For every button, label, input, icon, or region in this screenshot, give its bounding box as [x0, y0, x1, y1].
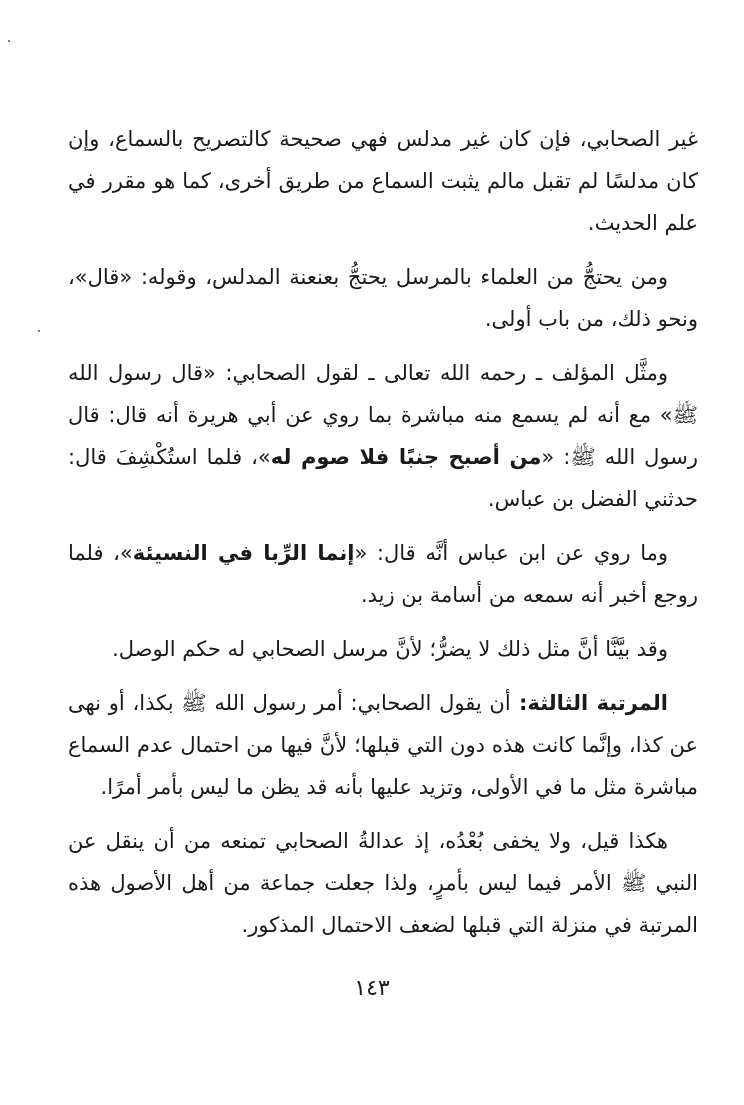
paragraph-text: ومثَّل المؤلف ـ رحمه الله تعالى ـ لقول الصحابي: «قال رسول الله ﷺ» مع أنه لم يسمع منه مباشرة بما روي عن أبي هريرة أنه قال: قال رسول الله ﷺ: « [68, 361, 698, 469]
paragraph [68, 118, 698, 244]
paragraph [68, 628, 698, 670]
paragraph [68, 682, 698, 808]
paragraph-text: ومن يحتجُّ من العلماء بالمرسل يحتجُّ بعنعنة المدلس، وقوله: «قال»، ونحو ذلك، من باب أولى. [68, 265, 698, 331]
paragraph-text: وما روي عن ابن عباس أنَّه قال: « [354, 541, 668, 565]
paragraph [68, 532, 698, 616]
paragraph-text: أن يقول الصحابي: أمر رسول الله ﷺ بكذا، أو نهى عن كذا، وإنَّما كانت هذه دون التي قبلها؛ لأنَّ فيها من احتمال عدم السماع مباشرة مثل ما في الأولى، وتزيد عليها بأنه قد يظن ما ليس بأمر أمرًا. [68, 691, 698, 799]
paragraph [68, 352, 698, 520]
hadith-quote: من أصبح جنبًا فلا صوم له [270, 445, 542, 469]
paragraph-text: هكذا قيل، ولا يخفى بُعْدُه، إذ عدالةُ الصحابي تمنعه من أن ينقل عن النبي ﷺ الأمر فيما ليس بأمرٍ، ولذا جعلت جماعة من أهل الأصول هذه المرتبة في منزلة التي قبلها لضعف الاحتمال المذكور. [68, 829, 698, 937]
hadith-quote: إنما الرِّبا في النسيئة [132, 541, 355, 565]
margin-speck [38, 330, 40, 332]
body-text [68, 118, 698, 946]
paragraph-text: »، فلما روجع أخبر أنه سمعه من أسامة بن زيد. [68, 541, 698, 607]
paragraph [68, 256, 698, 340]
paragraph-text: »، فلما استُكْشِفَ قال: حدثني الفضل بن عباس. [68, 445, 698, 511]
margin-speck [8, 40, 10, 42]
paragraph [68, 820, 698, 946]
page-number: ١٤٣ [354, 976, 390, 1001]
paragraph-text: غير الصحابي، فإن كان غير مدلس فهي صحيحة كالتصريح بالسماع، وإن كان مدلسًا لم تقبل مالم يثبت السماع من طريق أخرى، كما هو مقرر في علم الحديث. [68, 127, 698, 235]
section-heading: المرتبة الثالثة: [510, 691, 668, 715]
paragraph-text: وقد بيَّنَّا أنَّ مثل ذلك لا يضرُّ؛ لأنَّ مرسل الصحابي له حكم الوصل. [112, 637, 668, 661]
